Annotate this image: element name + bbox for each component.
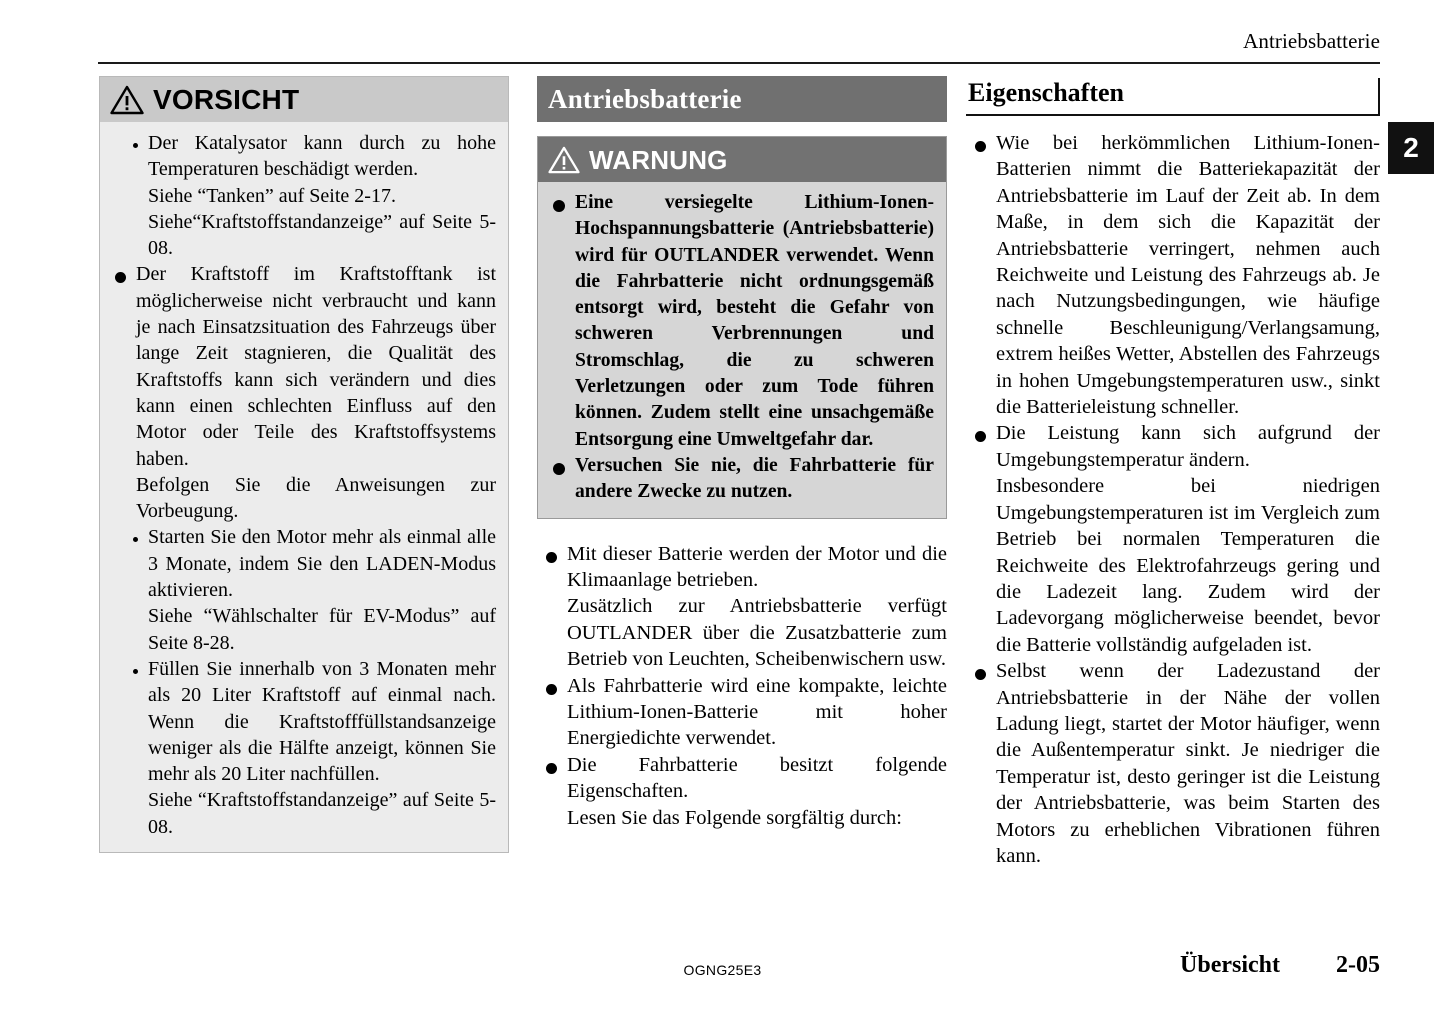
middle-item-1-line-2: Zusätzlich zur Antriebsbatterie verfügt OUTLANDER über die Zusatzbatterie zum Betrieb von Leuchten, Scheibenwischern usw. bbox=[567, 595, 947, 671]
chapter-number: 2 bbox=[1403, 132, 1419, 163]
footer-document-code: OGNG25E3 bbox=[683, 962, 762, 978]
warning-box-body bbox=[538, 182, 946, 518]
list-item bbox=[544, 453, 934, 506]
list-item bbox=[128, 130, 496, 261]
list-item bbox=[106, 261, 496, 524]
list-item bbox=[537, 541, 947, 673]
caution-title: VORSICHT bbox=[153, 83, 300, 115]
footer-section-label: Übersicht bbox=[1180, 952, 1280, 978]
left-column bbox=[99, 76, 509, 853]
caution-box bbox=[99, 76, 509, 853]
middle-item-3-line-2: Lesen Sie das Folgende sorgfältig durch: bbox=[567, 806, 902, 829]
caution-sublist-1 bbox=[106, 130, 496, 261]
footer-page-info bbox=[1180, 952, 1380, 979]
section-heading-eigenschaften bbox=[966, 76, 1380, 116]
caution-item-3-line-2: Siehe “Wählschalter für EV-Modus” auf Seite 8-28. bbox=[148, 605, 496, 654]
list-item bbox=[544, 190, 934, 453]
middle-item-1-line-1: Mit dieser Batterie werden der Motor und die Klimaanlage betrieben. bbox=[567, 542, 947, 591]
middle-column bbox=[537, 76, 947, 831]
caution-item-4-line-1: Füllen Sie innerhalb von 3 Monaten mehr als 20 Liter Kraftstoff auf einmal nach. Wenn die Kraftstofffüllstandsanzeige weniger als die Hälfte anzeigt, können Sie mehr als 20 Liter nachfüllen. bbox=[148, 657, 496, 786]
warning-triangle-icon bbox=[110, 85, 144, 115]
warning-item-2: Versuchen Sie nie, die Fahrbatterie für andere Zwecke zu nutzen. bbox=[575, 454, 934, 503]
heading-right-rule bbox=[1378, 78, 1380, 116]
caution-sublist-2 bbox=[106, 524, 496, 840]
right-column bbox=[966, 76, 1380, 869]
list-item bbox=[966, 658, 1380, 869]
right-item-3-line-1: Selbst wenn der Ladezustand der Antriebsbatterie in der Nähe der vollen Ladung liegt, startet der Motor häufiger, wenn die Außentemperatur sinkt. Je niedriger die Temperatur ist, desto geringer ist die Leistung der Antriebsbatterie, was beim Starten des Motors zu erheblichen Vibrationen führen kann. bbox=[996, 660, 1380, 867]
section-heading-label: Antriebsbatterie bbox=[548, 83, 742, 114]
right-item-2-line-1: Die Leistung kann sich aufgrund der Umgebungstemperatur ändern. bbox=[996, 422, 1380, 471]
list-item bbox=[128, 656, 496, 840]
right-item-1-line-1: Wie bei herkömmlichen Lithium-Ionen-Batterien nimmt die Batteriekapazität der Antriebsbatterie im Lauf der Zeit ab. In dem Maße, in dem sich die Kapazität der Antriebsbatterie verringert, nehmen auch Reichweite und Leistung des Fahrzeugs ab. Je nach Nutzungsbedingungen, wie häufige schnelle Beschleunigung/Verlangsamung, extrem heißes Wetter, Abstellen des Fahrzeugs in hohen Umgebungstemperaturen usw., sinkt die Batterieleistung schneller. bbox=[996, 132, 1380, 419]
middle-body-list bbox=[537, 541, 947, 831]
warning-title: WARNUNG bbox=[589, 144, 728, 175]
header-divider bbox=[98, 62, 1380, 64]
page-title: Antriebsbatterie bbox=[1243, 29, 1380, 53]
caution-item-4-line-2: Siehe “Kraftstoffstandanzeige” auf Seite 5-08. bbox=[148, 789, 496, 838]
caution-item-3-line-1: Starten Sie den Motor mehr als einmal alle 3 Monate, indem Sie den LADEN-Modus aktivieren. bbox=[148, 526, 496, 602]
caution-item-2-line-2: Befolgen Sie die Anweisungen zur Vorbeugung. bbox=[136, 473, 496, 523]
caution-box-body bbox=[100, 122, 508, 852]
warning-triangle-icon bbox=[548, 146, 580, 174]
warning-item-1: Eine versiegelte Lithium-Ionen-Hochspannungsbatterie (Antriebsbatterie) wird für OUTLANDER verwendet. Wenn die Fahrbatterie nicht ordnungsgemäß entsorgt wird, besteht die Gefahr von schweren Verbrennungen und Stromschlag, die zu schweren Verletzungen oder zum Tode führen können. Zudem stellt eine unsachgemäße Entsorgung eine Umweltgefahr dar. bbox=[575, 192, 934, 450]
middle-item-3-line-1: Die Fahrbatterie besitzt folgende Eigenschaften. bbox=[567, 753, 947, 803]
caution-item-1-line-1: Der Katalysator kann durch zu hohe Temperaturen beschädigt werden. bbox=[148, 132, 496, 181]
list-item bbox=[966, 130, 1380, 420]
caution-item-1-line-3: Siehe“Kraftstoffstandanzeige” auf Seite 5-08. bbox=[148, 210, 496, 260]
right-item-2-line-2: Insbesondere bei niedrigen Umgebungstemperaturen ist im Vergleich zum Betrieb bei normalen Temperaturen die Reichweite des Elektrofahrzeugs gering und die Ladezeit lang. Zudem wird der Ladevorgang möglicherweise beendet, bevor die Batterie vollständig aufgeladen ist. bbox=[996, 475, 1380, 656]
caution-box-header bbox=[100, 77, 508, 122]
list-item bbox=[537, 673, 947, 752]
list-item bbox=[128, 524, 496, 655]
page-header bbox=[98, 28, 1380, 64]
warning-box-header bbox=[538, 137, 946, 182]
list-item bbox=[537, 752, 947, 831]
right-body-list bbox=[966, 130, 1380, 869]
section-heading-antriebsbatterie bbox=[537, 76, 947, 122]
section-heading-label: Eigenschaften bbox=[968, 78, 1124, 107]
chapter-tab bbox=[1388, 122, 1434, 174]
middle-item-2-line-1: Als Fahrbatterie wird eine kompakte, leichte Lithium-Ionen-Batterie mit hoher Energiedichte verwendet. bbox=[567, 674, 947, 750]
footer-page-number: 2-05 bbox=[1336, 952, 1380, 978]
warning-box bbox=[537, 136, 947, 519]
list-item bbox=[966, 420, 1380, 658]
caution-item-2-line-1: Der Kraftstoff im Kraftstofftank ist möglicherweise nicht verbraucht und kann je nach Einsatzsituation des Fahrzeugs über lange Zeit stagnieren, die Qualität des Kraftstoffs kann sich verändern und dies kann einen schlechten Einfluss auf den Motor oder Teile des Kraftstoffsystems haben. bbox=[136, 263, 496, 470]
warning-list bbox=[544, 190, 934, 506]
heading-underline bbox=[966, 114, 1380, 116]
caution-item-1-line-2: Siehe “Tanken” auf Seite 2-17. bbox=[148, 184, 396, 207]
caution-mainlist bbox=[106, 261, 496, 524]
